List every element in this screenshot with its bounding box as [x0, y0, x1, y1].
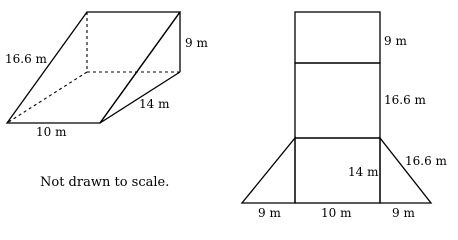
- net-label-bottom-height: 14 m: [348, 165, 379, 179]
- net-top-rectangle: [295, 12, 380, 63]
- net-label-center-base: 10 m: [321, 206, 352, 220]
- triangular-prism: [5, 12, 208, 139]
- prism-label-base: 10 m: [36, 125, 67, 139]
- prism-label-slant: 16.6 m: [5, 52, 47, 66]
- net-middle-rectangle: [295, 63, 380, 138]
- net-left-triangle: [242, 138, 295, 203]
- net-label-left-base: 9 m: [258, 206, 281, 220]
- net-label-right-base: 9 m: [392, 206, 415, 220]
- prism-label-depth: 14 m: [139, 97, 170, 111]
- prism-net: [242, 12, 448, 220]
- net-label-top-height: 9 m: [384, 34, 407, 48]
- scale-note: Not drawn to scale.: [40, 175, 170, 190]
- net-label-middle-height: 16.6 m: [384, 93, 426, 107]
- net-right-triangle: [380, 138, 431, 203]
- prism-label-height: 9 m: [185, 36, 208, 50]
- prism-hidden-bottom-edge: [7, 72, 87, 123]
- net-label-right-slant: 16.6 m: [405, 154, 447, 168]
